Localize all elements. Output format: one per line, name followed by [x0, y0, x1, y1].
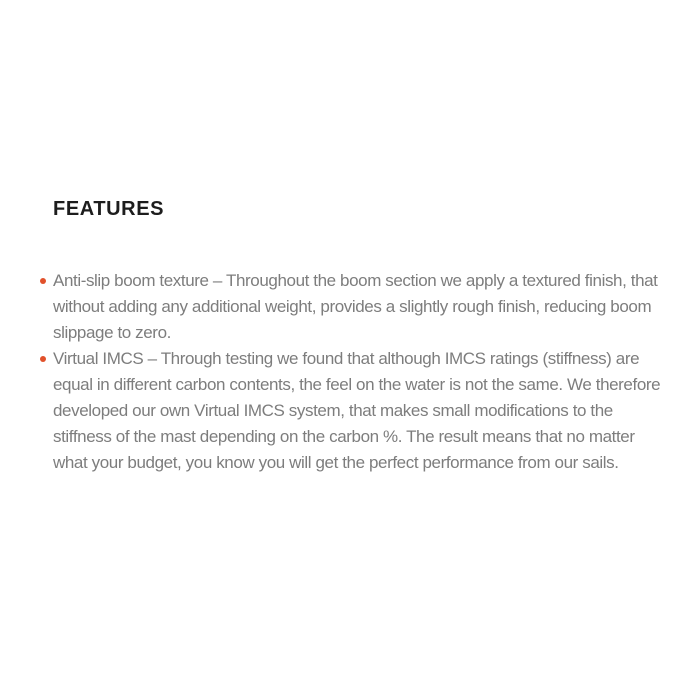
bullet-icon: [40, 278, 46, 284]
section-title: FEATURES: [53, 198, 165, 220]
list-item: [53, 346, 673, 476]
bullet-icon: [40, 356, 46, 362]
list-item: [53, 268, 673, 346]
list-item-text: Virtual IMCS – Through testing we found that although IMCS ratings (stiffness) are equal in different carbon contents, the feel on the water is not the same. We therefore developed our own Virtual IMCS system, that makes small modifications to the stiffness of the mast depending on the carbon %. The result means that no matter what your budget, you know you will get the perfect performance from our sails.: [53, 349, 661, 472]
features-content: [53, 199, 673, 476]
list-item-text: Anti-slip boom texture – Throughout the boom section we apply a textured finish, that without adding any additional weight, provides a slightly rough finish, reducing boom slippage to zero.: [53, 271, 658, 342]
features-list: [53, 268, 673, 476]
